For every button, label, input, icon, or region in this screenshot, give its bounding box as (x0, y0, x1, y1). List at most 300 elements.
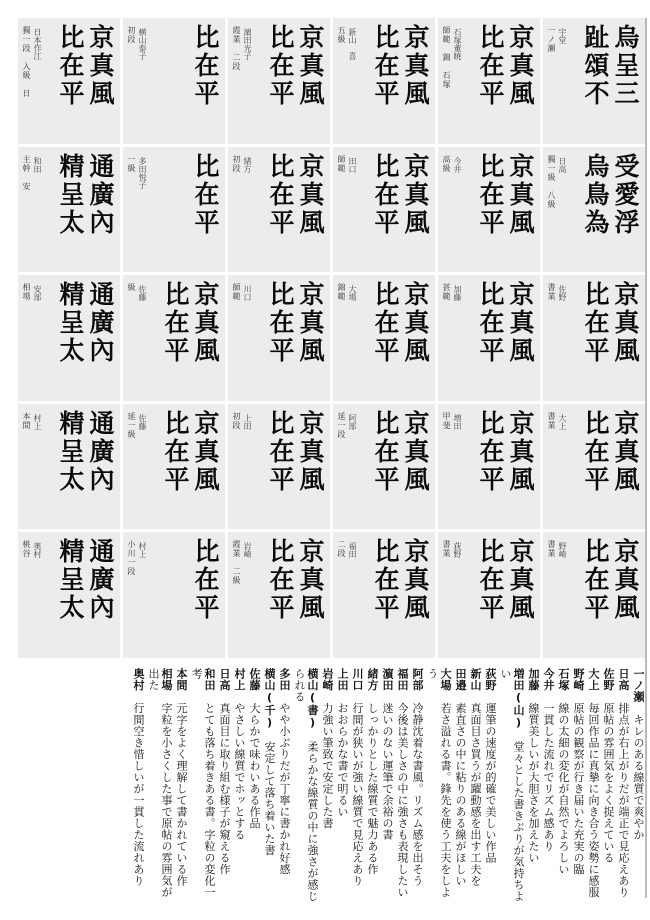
calligraphy-text: 比在平 (191, 152, 220, 237)
calligraphy-text: 比在平 (371, 409, 400, 494)
comment-column (336, 668, 349, 908)
calligraphy-text: 比在平 (191, 24, 220, 108)
comment-text: 素直さの中に粘りのある線がほしい (454, 702, 467, 887)
rank-signature: 延一段 (337, 411, 346, 439)
spacer (366, 691, 379, 703)
rank-signature: 書業 (547, 411, 556, 430)
author-signature: 岩崎 (243, 542, 252, 559)
calligraphy-columns (161, 410, 219, 524)
calligraphy-columns (476, 410, 534, 524)
calligraphy-text: 比在平 (476, 409, 505, 494)
calligraphy-text: 京真風 (296, 538, 325, 623)
calligraphy-panel (333, 275, 435, 401)
comment-column (147, 668, 173, 908)
calligraphy-text: 精呈太 (56, 281, 85, 366)
comment-text: 行間空き惜しいが一貫した流れあり (132, 702, 145, 887)
calligraphy-panel (123, 404, 225, 530)
comment-column (351, 668, 364, 908)
calligraphy-panel (123, 532, 225, 658)
calligraphy-panel (543, 532, 645, 658)
calligraphy-text: 通廣內 (86, 538, 115, 623)
author-signature: 増田 (453, 413, 462, 430)
comment-name: 日高 (218, 668, 231, 691)
comment-name: 岩崎 (321, 668, 334, 691)
calligraphy-text: 比在平 (56, 24, 85, 108)
comments-section (20, 668, 645, 908)
author-signature: 福田 (348, 542, 357, 559)
calligraphy-text: 京真風 (506, 281, 535, 366)
author-signature: 濵田光子 (243, 28, 252, 60)
calligraphy-text: 京真風 (191, 409, 220, 494)
author-signature: 横山泰子 (138, 28, 147, 60)
calligraphy-columns (161, 281, 219, 395)
comment-name: 阿部 (411, 668, 424, 691)
calligraphy-panel (333, 404, 435, 530)
calligraphy-columns (56, 281, 114, 395)
rank-signature: 師範 錦 石塚 (442, 26, 451, 89)
calligraphy-panel (333, 18, 435, 144)
calligraphy-columns (56, 538, 114, 652)
rank-signature: 霞業 二段 (232, 26, 241, 71)
calligraphy-text: 京真風 (506, 152, 535, 237)
comment-column (527, 668, 540, 908)
calligraphy-panel (228, 532, 330, 658)
comment-name: 佐野 (602, 668, 615, 691)
rank-signature: 延一級 (127, 411, 136, 439)
comment-text: 冷静沈着な書風。リズム感を出そう (411, 702, 424, 887)
calligraphy-columns (266, 538, 324, 652)
comment-text: 原帖の雰囲気をよく捉えている (602, 702, 615, 864)
calligraphy-text: 烏鳥為 (581, 152, 610, 237)
spacer (321, 691, 334, 703)
comment-name: 日高 (617, 668, 630, 691)
author-signature: 佐藤 (138, 413, 147, 430)
calligraphy-columns (56, 153, 114, 267)
calligraphy-panel (438, 275, 540, 401)
spacer (411, 691, 424, 703)
rank-signature: 相場 (22, 283, 31, 302)
author-signature: 日高 (558, 156, 567, 173)
calligraphy-panel (228, 18, 330, 144)
comment-name: 村上 (233, 668, 246, 691)
calligraphy-columns (476, 538, 534, 652)
comment-text: 線の太細の変化が自然でよろしい (557, 702, 570, 875)
calligraphy-text: 京真風 (401, 409, 430, 494)
spacer (306, 730, 319, 742)
comment-column (587, 668, 600, 908)
comment-text: 運筆の速度が的確で美しい作品 (484, 702, 497, 864)
calligraphy-text: 京真風 (611, 281, 640, 366)
spacer (203, 691, 216, 703)
calligraphy-columns (266, 281, 324, 395)
calligraphy-text: 比在平 (581, 281, 610, 366)
rank-signature: 霞業 二級 (232, 540, 241, 586)
comment-name: 一ノ瀬 (632, 668, 645, 703)
calligraphy-panel (123, 275, 225, 401)
calligraphy-text: 比在平 (191, 538, 220, 623)
comment-column (248, 668, 261, 908)
comment-column (454, 668, 467, 908)
comment-column (484, 668, 497, 908)
calligraphy-text: 京真風 (296, 281, 325, 366)
calligraphy-text: 精呈太 (56, 409, 85, 494)
comment-name: 大場 (439, 668, 452, 691)
rank-signature: 書業 (442, 540, 451, 559)
calligraphy-text: 京真風 (611, 409, 640, 494)
spacer (218, 691, 231, 703)
rank-signature: 錦範 (337, 283, 346, 302)
rank-signature: 一ノ瀬 (547, 26, 556, 53)
rank-signature: 獨一級 八級 (547, 154, 556, 209)
comment-text: しっかりとした線質で魅力ある作 (366, 702, 379, 875)
calligraphy-columns (371, 410, 429, 524)
author-signature: 奥村 (33, 542, 42, 559)
spacer (263, 730, 276, 742)
rank-signature: 本間 (22, 411, 31, 430)
spacer (132, 691, 145, 703)
calligraphy-columns (476, 24, 534, 138)
comment-column (426, 668, 452, 908)
author-signature: 川口 (243, 285, 252, 302)
comment-text: 排点が右上がりだが端正で見応えあり (617, 702, 630, 898)
rank-signature: 桃谷 (22, 540, 31, 559)
calligraphy-text: 比在平 (581, 409, 610, 494)
calligraphy-text: 比在平 (371, 281, 400, 366)
comment-name: 相場 (160, 668, 173, 691)
author-signature: 宇堂 (558, 28, 567, 44)
comment-text: おおらかな書で明るい (336, 702, 349, 818)
calligraphy-panel (228, 404, 330, 530)
calligraphy-panel (333, 147, 435, 273)
spacer (248, 691, 261, 703)
comment-text: とても落ち着きある書。字粒の変化一考 (190, 668, 216, 898)
calligraphy-text: 比在平 (161, 409, 190, 494)
author-signature: 加藤 (453, 285, 462, 302)
author-signature: 和田 (33, 156, 42, 173)
calligraphy-text: 精呈太 (56, 538, 85, 623)
rank-signature: 初段 (232, 154, 241, 173)
calligraphy-text: 比在平 (476, 24, 505, 108)
calligraphy-text: 比在平 (581, 538, 610, 623)
spacer (233, 691, 246, 703)
calligraphy-columns (266, 410, 324, 524)
rank-signature: 甲斐 (442, 411, 451, 430)
author-signature: 田口 (348, 156, 357, 173)
comment-column (557, 668, 570, 908)
spacer (617, 691, 630, 703)
calligraphy-text: 比在平 (266, 281, 295, 366)
rank-signature: 一級 (127, 154, 136, 173)
calligraphy-panel (543, 147, 645, 273)
comment-column (572, 668, 585, 908)
calligraphy-text: 京真風 (296, 409, 325, 494)
calligraphy-panel (18, 275, 120, 401)
comment-column (396, 668, 409, 908)
rank-signature: 小川一段 (127, 540, 136, 577)
rank-signature: 高級 (442, 154, 451, 173)
comment-column (278, 668, 291, 908)
comment-text: 行間が狭いが強い線質で見応えあり (351, 702, 364, 887)
calligraphy-text: 比在平 (371, 538, 400, 623)
calligraphy-text: 比在平 (266, 409, 295, 494)
author-signature: 緒方 (243, 156, 252, 173)
calligraphy-columns (581, 538, 639, 652)
spacer (602, 691, 615, 703)
author-signature: 村上 (138, 542, 147, 559)
spacer (381, 691, 394, 703)
spacer (557, 691, 570, 703)
comment-column (499, 668, 525, 908)
author-signature: 佐野 (558, 285, 567, 302)
calligraphy-columns (581, 153, 639, 267)
calligraphy-text: 比在平 (371, 24, 400, 108)
spacer (512, 730, 525, 742)
comment-column (381, 668, 394, 908)
comment-name: 福田 (396, 668, 409, 691)
author-signature: 安部 (33, 285, 42, 302)
spacer (572, 691, 585, 703)
comment-name: 本間 (175, 668, 188, 691)
calligraphy-panel (123, 18, 225, 144)
calligraphy-columns (581, 410, 639, 524)
comment-column (321, 668, 334, 908)
calligraphy-columns (371, 153, 429, 267)
comment-name: 上田 (336, 668, 349, 691)
comment-column (293, 668, 319, 908)
comment-text: 元字をよく理解して書かれている作 (175, 702, 188, 887)
calligraphy-text: 通廣內 (86, 281, 115, 366)
rank-signature: 書業 (547, 540, 556, 559)
rank-signature: 獨一段 入級 日 (22, 26, 31, 98)
rank-signature: 主幹 安 (22, 154, 31, 191)
calligraphy-columns (371, 24, 429, 138)
comment-text: 力強い筆致で安定した書 (321, 702, 334, 829)
comment-text: 毎回作品に真摯に向き合う姿勢に感服 (587, 702, 600, 898)
comment-text: 真面目に取り組む様子が窺える作 (218, 702, 231, 875)
calligraphy-text: 京真風 (86, 24, 115, 108)
calligraphy-panel (543, 275, 645, 401)
comment-name: 川口 (351, 668, 364, 691)
comment-text: 柔らかな線質の中に強さが感じられる (293, 668, 319, 902)
calligraphy-panel (333, 532, 435, 658)
comment-name: 佐藤 (248, 668, 261, 691)
comment-text: やさしい線質でホッとする (233, 702, 246, 841)
calligraphy-text: 精呈太 (56, 152, 85, 237)
calligraphy-text: 受愛浮 (611, 152, 640, 237)
comment-column (190, 668, 216, 908)
calligraphy-text: 通廣內 (86, 409, 115, 494)
author-signature: 阿部 (348, 413, 357, 430)
calligraphy-panel (18, 18, 120, 144)
calligraphy-text: 比在平 (476, 538, 505, 623)
calligraphy-text: 京真風 (191, 281, 220, 366)
calligraphy-text: 比在平 (266, 24, 295, 108)
calligraphy-text: 京真風 (401, 24, 430, 108)
comment-text: 安定して落ち着いた書 (263, 741, 276, 856)
calligraphy-text: 比在平 (266, 538, 295, 623)
comment-column (542, 668, 555, 908)
comment-text: 迷いのない運筆で余裕の書 (381, 702, 394, 841)
rank-signature: 初段 (127, 26, 136, 44)
rank-signature: 級 (127, 283, 136, 293)
calligraphy-text: 趾頌不 (581, 24, 610, 108)
rank-signature: 師範 (232, 283, 241, 302)
calligraphy-text: 京真風 (401, 281, 430, 366)
calligraphy-text: 比在平 (371, 152, 400, 237)
comment-name: 田邉 (454, 668, 467, 691)
spacer (396, 691, 409, 703)
comment-name: 野崎 (572, 668, 585, 691)
rank-signature: 五級 (337, 26, 346, 44)
spacer (587, 691, 600, 703)
comment-text: 真面目さ買うが躍動感を出す工夫を (469, 702, 482, 887)
author-signature: 村上 (33, 413, 42, 430)
calligraphy-panel (18, 404, 120, 530)
comment-name: 緒方 (366, 668, 379, 691)
side-rule (645, 18, 647, 898)
comment-column (632, 668, 645, 908)
calligraphy-text: 京真風 (296, 152, 325, 237)
comment-text: キレのある線質で爽やか (632, 714, 645, 841)
comment-text: 線質美しいが大胆さを加えたい (527, 702, 540, 864)
spacer (454, 691, 467, 703)
calligraphy-text: 京真風 (506, 538, 535, 623)
calligraphy-panel (228, 275, 330, 401)
calligraphy-columns (371, 538, 429, 652)
comment-name: 奥村 (132, 668, 145, 691)
comment-column (175, 668, 188, 908)
spacer (439, 691, 452, 703)
comment-column (617, 668, 630, 908)
calligraphy-panel (228, 147, 330, 273)
comment-name: 増田(山) (512, 668, 525, 730)
comment-name: 新山 (469, 668, 482, 691)
calligraphy-columns (191, 153, 219, 267)
calligraphy-grid (18, 18, 645, 658)
calligraphy-panel (438, 18, 540, 144)
spacer (351, 691, 364, 703)
author-signature: 多田悦子 (138, 156, 147, 189)
comment-name: 今井 (542, 668, 555, 691)
calligraphy-panel (438, 532, 540, 658)
author-signature: 石塚董暁 (453, 28, 462, 60)
calligraphy-columns (476, 153, 534, 267)
calligraphy-panel (438, 404, 540, 530)
comment-column (233, 668, 246, 908)
comment-text: 若さ溢れる書。鋒先を使う工夫をしよう (426, 668, 452, 898)
rank-signature: 二段 (337, 540, 346, 559)
comment-text: 堂々とした書きぶりが気持ちよい (499, 668, 525, 902)
author-signature: 日本作江 (33, 28, 42, 60)
spacer (484, 691, 497, 703)
comment-name: 横山(千) (263, 668, 276, 730)
author-signature: 今井 (453, 156, 462, 173)
calligraphy-text: 京真風 (611, 538, 640, 623)
calligraphy-text: 比在平 (476, 152, 505, 237)
spacer (278, 691, 291, 703)
comment-column (602, 668, 615, 908)
author-signature: 上田 (243, 413, 252, 430)
rank-signature: 書業 (547, 283, 556, 302)
comment-column (411, 668, 424, 908)
calligraphy-text: 京真風 (506, 409, 535, 494)
calligraphy-columns (266, 153, 324, 267)
calligraphy-text: 京真風 (401, 538, 430, 623)
comment-column (218, 668, 231, 908)
author-signature: 野崎 (558, 542, 567, 559)
calligraphy-columns (476, 281, 534, 395)
calligraphy-text: 京真風 (506, 24, 535, 108)
comment-column (469, 668, 482, 908)
calligraphy-text: 通廣內 (86, 152, 115, 237)
calligraphy-text: 比在平 (476, 281, 505, 366)
calligraphy-panel (438, 147, 540, 273)
calligraphy-text: 比在平 (161, 281, 190, 366)
comment-name: 石塚 (557, 668, 570, 691)
author-signature: 大上 (558, 413, 567, 430)
comment-name: 加藤 (527, 668, 540, 691)
calligraphy-columns (581, 24, 639, 138)
spacer (632, 703, 645, 715)
rank-signature: 師範 (337, 154, 346, 173)
spacer (527, 691, 540, 703)
comment-name: 大上 (587, 668, 600, 691)
calligraphy-panel (18, 147, 120, 273)
calligraphy-panel (543, 18, 645, 144)
rank-signature: 初段 (232, 411, 241, 430)
comment-name: 濵田 (381, 668, 394, 691)
comment-name: 多田 (278, 668, 291, 691)
spacer (175, 691, 188, 703)
calligraphy-text: 京真風 (296, 24, 325, 108)
comment-text: やや小ぶりだが丁寧に書かれ好感 (278, 702, 291, 875)
rank-signature: 甚範 (442, 283, 451, 302)
calligraphy-text: 比在平 (266, 152, 295, 237)
calligraphy-columns (191, 24, 219, 138)
comment-text: 大らかで味わいある作品 (248, 702, 261, 829)
calligraphy-text: 京真風 (401, 152, 430, 237)
spacer (160, 691, 173, 703)
calligraphy-columns (191, 538, 219, 652)
calligraphy-panel (543, 404, 645, 530)
author-signature: 荻野 (453, 542, 462, 559)
comment-text: 原帖の観察が行き届いた充実の臨 (572, 702, 585, 875)
comment-column (263, 668, 276, 908)
calligraphy-columns (266, 24, 324, 138)
comment-text: 一貫した流れでリズム感あり (542, 702, 555, 852)
calligraphy-columns (56, 410, 114, 524)
spacer (469, 691, 482, 703)
comment-column (132, 668, 145, 908)
author-signature: 佐藤 (138, 285, 147, 302)
comment-name: 横山(書) (306, 668, 319, 730)
comment-text: 今後は美しさの中に強さも表現したい (396, 702, 409, 898)
comment-name: 和田 (203, 668, 216, 691)
calligraphy-panel (123, 147, 225, 273)
calligraphy-columns (371, 281, 429, 395)
calligraphy-columns (56, 24, 114, 138)
spacer (542, 691, 555, 703)
spacer (336, 691, 349, 703)
calligraphy-panel (18, 532, 120, 658)
calligraphy-text: 烏呈三 (611, 24, 640, 108)
calligraphy-columns (581, 281, 639, 395)
comment-column (366, 668, 379, 908)
comment-name: 荻野 (484, 668, 497, 691)
comment-text: 字粒を小さくした事で原帖の雰囲気が出た (147, 668, 173, 898)
author-signature: 新山 喜 (348, 28, 357, 60)
author-signature: 大場 (348, 285, 357, 302)
